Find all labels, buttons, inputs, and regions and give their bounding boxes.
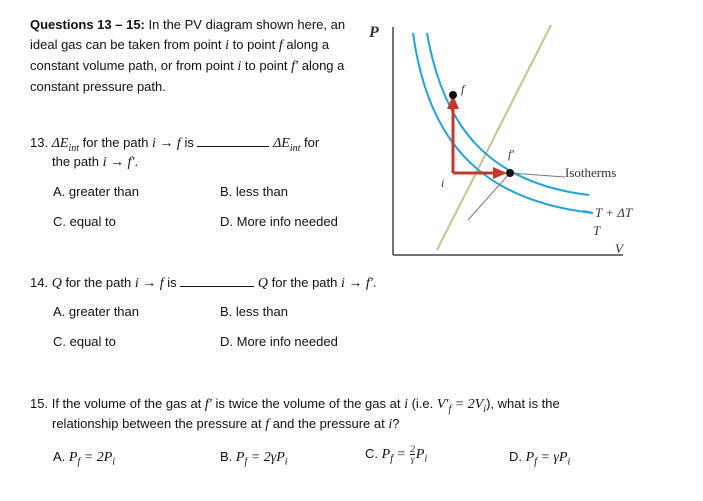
q13-option-a[interactable]: A. greater than xyxy=(53,184,139,199)
q15-option-a[interactable]: A. $P_f = 2P_i$ xyxy=(53,449,116,468)
point-f-label: f xyxy=(461,82,465,96)
q15-var: f′ xyxy=(204,397,212,412)
intro-var: f′ xyxy=(291,59,299,74)
q15-text: and the pressure at xyxy=(269,416,389,431)
q13-option-d[interactable]: D. More info needed xyxy=(220,214,338,229)
q13-text: for the path xyxy=(79,135,153,150)
q15-text: relationship between the pressure at xyxy=(52,416,266,431)
intro-text: to point xyxy=(229,37,279,52)
isotherm-t-plus xyxy=(413,33,593,213)
q13-text: for xyxy=(300,135,320,150)
intro-var: f xyxy=(278,38,283,53)
q14-blank[interactable] xyxy=(180,274,254,287)
q15-var: f xyxy=(265,417,270,432)
q14-text: is xyxy=(163,275,177,290)
q14-text: for the path xyxy=(267,275,341,290)
q13-text: is xyxy=(180,135,194,150)
point-fprime-marker xyxy=(506,169,514,177)
pv-diagram xyxy=(365,15,665,270)
q13-option-b[interactable]: B. less than xyxy=(220,184,288,199)
q14-option-b[interactable]: B. less than xyxy=(220,304,288,319)
point-i-label: i xyxy=(441,176,445,190)
q14-option-d[interactable]: D. More info needed xyxy=(220,334,338,349)
q14-line1 xyxy=(30,273,376,293)
q13-delta-eint: $\Delta E_{int}$ xyxy=(51,136,80,154)
intro-var: i xyxy=(237,59,242,74)
intro-heading: Questions 13 – 15: xyxy=(30,17,145,32)
q15-option-b[interactable]: B. $P_f = 2\gamma P_i$ xyxy=(220,449,288,468)
q14-text: for the path xyxy=(61,275,135,290)
intro-text: along a constant volume path, or from point xyxy=(30,37,330,73)
intro-text: to point xyxy=(241,58,292,73)
q15-line2 xyxy=(52,414,399,434)
isotherms-label: Isotherms xyxy=(565,165,617,180)
q13-text: the path xyxy=(52,154,103,169)
q15-text: ), what is the xyxy=(486,396,560,411)
q13-line2 xyxy=(52,152,138,172)
q15-equation: $V'_f = 2V_i$ xyxy=(436,397,487,415)
q15-text: If the volume of the gas at xyxy=(51,396,205,411)
q14-text: . xyxy=(372,275,377,290)
intro-var: i xyxy=(225,38,230,53)
v-axis-label: V xyxy=(615,241,623,256)
q14-path-ifp: i → f′ xyxy=(340,276,373,291)
intro-paragraph xyxy=(30,15,360,97)
q14-q2: Q xyxy=(257,276,268,291)
q15-text: (i.e. xyxy=(407,396,437,411)
q15-number: 15. xyxy=(30,396,49,411)
p-axis-label: P xyxy=(369,24,379,41)
q13-option-c[interactable]: C. equal to xyxy=(53,214,116,229)
q15-text: is twice the volume of the gas at xyxy=(211,396,405,411)
q14-path-if: i → f xyxy=(134,276,164,291)
q13-delta-eint-2: $\Delta E_{int}$ xyxy=(273,136,301,154)
point-f-marker xyxy=(449,91,457,99)
q14-option-c[interactable]: C. equal to xyxy=(53,334,116,349)
q14-option-a[interactable]: A. greater than xyxy=(53,304,139,319)
intro-text: In the PV diagram shown here, an ideal gas can be taken from point xyxy=(30,17,346,52)
isotherms-pointer-2 xyxy=(468,173,510,220)
q14-number: 14. xyxy=(30,275,49,290)
intro-text: along a constant pressure path. xyxy=(30,58,345,94)
t-plus-label: T + ΔT xyxy=(595,205,633,220)
q15-option-c[interactable]: C. $P_f$ = $\frac{2}{\gamma}$ $P_i$ xyxy=(365,444,428,465)
q13-path-ifp: i → f′ xyxy=(102,155,135,170)
q13-number: 13. xyxy=(30,135,49,150)
q14-q: Q xyxy=(51,276,62,291)
q15-var: i xyxy=(404,397,408,412)
q13-text: . xyxy=(134,154,139,169)
q15-text: ? xyxy=(392,416,400,431)
t-label: T xyxy=(593,223,601,238)
fraction: $\frac{2}{\gamma}$ xyxy=(410,444,415,464)
q13-path-if: i → f xyxy=(152,136,181,151)
q13-blank[interactable] xyxy=(197,134,269,147)
point-fprime-label: f′ xyxy=(508,147,514,161)
q15-option-d[interactable]: D. $P_f = \gamma P_i$ xyxy=(509,449,571,468)
q15-var: i xyxy=(388,417,393,432)
